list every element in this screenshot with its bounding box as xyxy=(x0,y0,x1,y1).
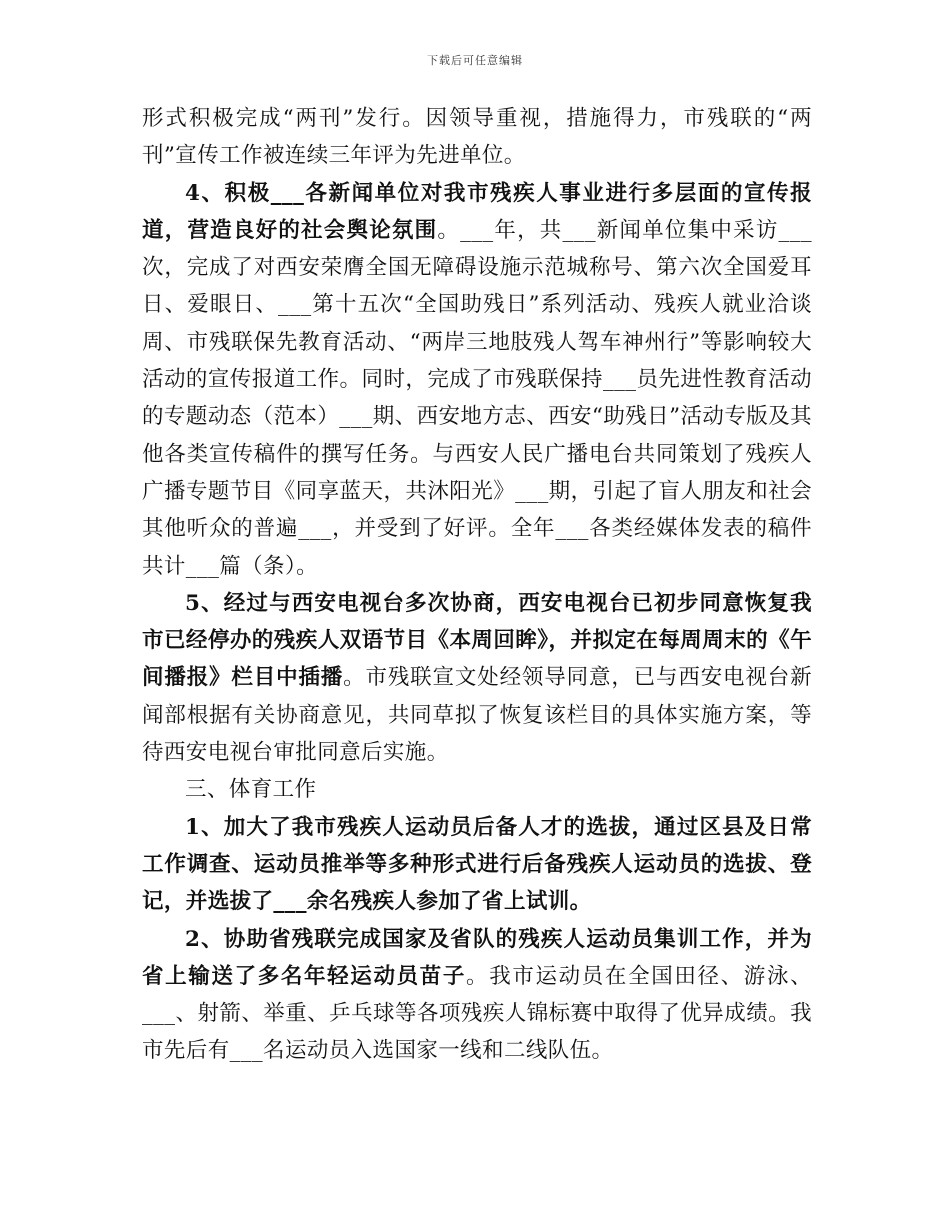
paragraph-2 xyxy=(142,175,812,585)
section-heading-text: 三、体育工作 xyxy=(185,777,317,803)
paragraph-1 xyxy=(142,100,812,175)
paragraph-2-bold: 4、积极___各新闻单位对我市残疾人事业进行多层面的宣传报道，营造良好的社会舆论氛围 xyxy=(142,180,812,243)
document-body xyxy=(142,100,812,1070)
paragraph-1-text: 形式积极完成“两刊”发行。因领导重视，措施得力，市残联的“两刊”宣传工作被连续三年评为先进单位。 xyxy=(142,106,812,169)
paragraph-5-text: 。我市运动员在全国田径、游泳、___、射箭、举重、乒乓球等各项残疾人锦标赛中取得了优异成绩。我市先后有___名运动员入选国家一线和二线队伍。 xyxy=(142,963,812,1064)
paragraph-4 xyxy=(142,809,812,921)
paragraph-2-text: 。___年，共___新闻单位集中采访___次，完成了对西安荣膺全国无障碍设施示范城称号、第六次全国爱耳日、爱眼日、___第十五次“全国助残日”系列活动、残疾人就业洽谈周、市残联保先教育活动、“两岸三地肢残人驾车神州行”等影响较大活动的宣传报道工作。同时，完成了市残联保持___员先进性教育活动的专题动态（范本）___期、西安地方志、西安“助残日”活动专版及其他各类宣传稿件的撰写任务。与西安人民广播电台共同策划了残疾人广播专题节目《同享蓝天，共沐阳光》___期，引起了盲人朋友和社会其他听众的普遍___，并受到了好评。全年___各类经媒体发表的稿件共计___篇（条）。 xyxy=(142,217,813,579)
paragraph-3-bold: 5、经过与西安电视台多次协商，西安电视台已初步同意恢复我市已经停办的残疾人双语节目《本周回眸》，并拟定在每周周末的《午间播报》栏目中插播 xyxy=(142,590,812,691)
paragraph-3-text: 。市残联宣文处经领导同意，已与西安电视台新闻部根据有关协商意见，共同草拟了恢复该栏目的具体实施方案，等待西安电视台审批同意后实施。 xyxy=(142,665,812,766)
paragraph-5 xyxy=(142,921,812,1070)
paragraph-3 xyxy=(142,585,812,771)
paragraph-4-bold: 1、加大了我市残疾人运动员后备人才的选拔，通过区县及日常工作调查、运动员推举等多种形式进行后备残疾人运动员的选拔、登记，并选拔了___余名残疾人参加了省上试训。 xyxy=(142,814,812,915)
section-heading xyxy=(142,771,812,808)
paragraph-5-bold: 2、协助省残联完成国家及省队的残疾人运动员集训工作，并为省上输送了多名年轻运动员苗子 xyxy=(142,926,812,989)
page-header: 下载后可任意编辑 xyxy=(427,54,523,67)
